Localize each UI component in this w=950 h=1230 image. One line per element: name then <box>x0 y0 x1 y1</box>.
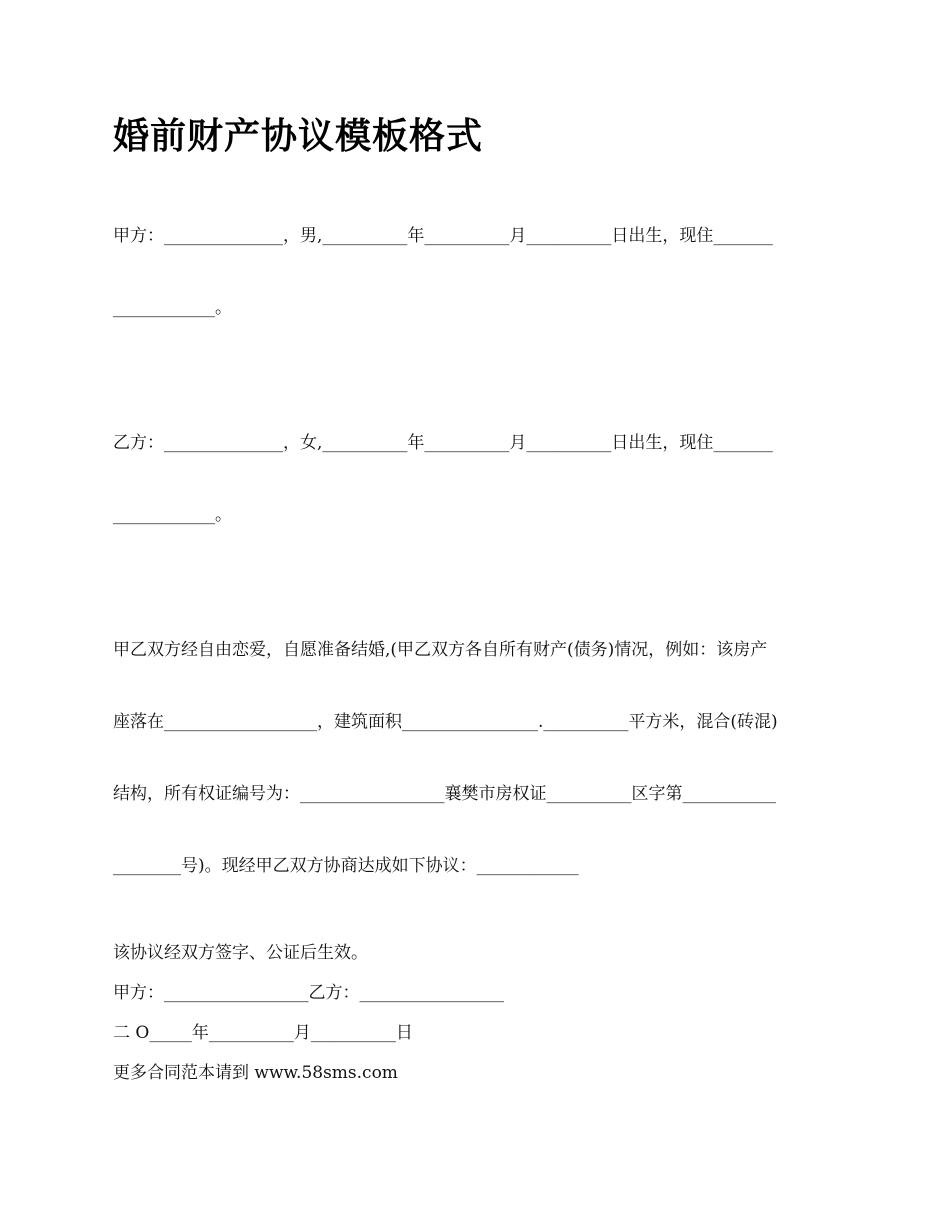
agreement-body-line-2: 座落在__________________，建筑面积________________.__________平方米，混合(砖混) <box>113 712 778 732</box>
agreement-body-line-3: 结构，所有权证编号为：_________________襄樊市房权证__________区字第___________ <box>113 784 776 804</box>
agreement-body-line-1: 甲乙双方经自由恋爱，自愿准备结婚,(甲乙双方各自所有财产(债务)情况，例如：该房产 <box>113 640 768 660</box>
party-a-line-1: 甲方：______________，男,__________年__________月__________日出生，现住_______ <box>113 226 773 246</box>
agreement-body-paragraph <box>113 590 843 926</box>
date-line: 二 O_____年__________月__________日 <box>113 1023 413 1043</box>
party-b-paragraph <box>113 383 843 575</box>
party-a-paragraph <box>113 176 843 368</box>
signature-line: 甲方：_________________乙方：_________________ <box>113 983 504 1003</box>
effect-clause: 该协议经双方签字、公证后生效。 <box>113 943 368 963</box>
footer-note: 更多合同范本请到 www.58sms.com <box>113 1063 398 1083</box>
document-title: 婚前财产协议模板格式 <box>113 115 484 157</box>
document-page <box>113 108 843 1100</box>
party-b-line-2: ____________。 <box>113 505 232 525</box>
party-b-line-1: 乙方：______________，女,__________年__________月__________日出生，现住_______ <box>113 433 773 453</box>
agreement-body-line-4: ________号)。现经甲乙双方协商达成如下协议：____________ <box>113 856 579 876</box>
party-a-line-2: ____________。 <box>113 298 232 318</box>
